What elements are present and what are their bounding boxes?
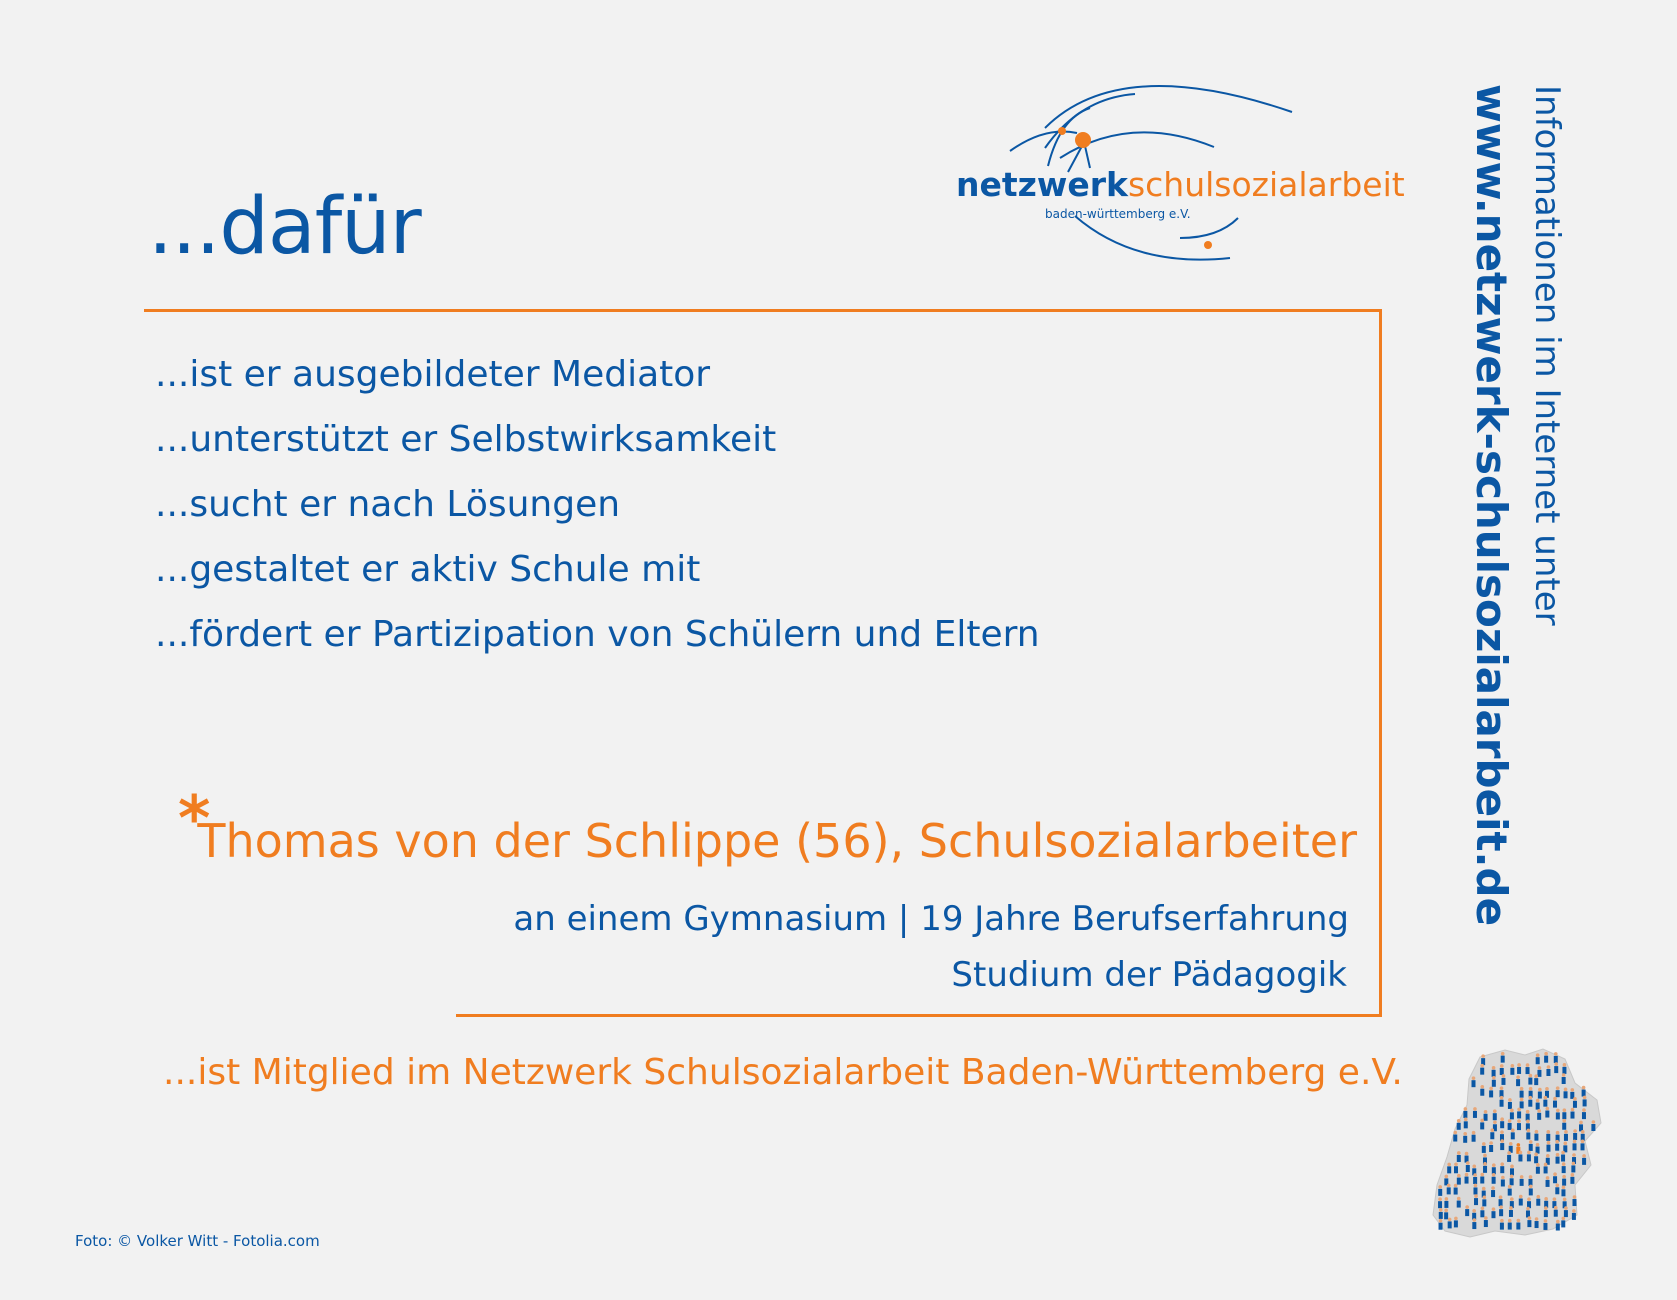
- person-figure-icon: [1444, 1197, 1448, 1208]
- person-figure-icon: [1581, 1130, 1585, 1141]
- person-figure-icon: [1501, 1052, 1505, 1063]
- person-figure-icon: [1526, 1110, 1530, 1121]
- person-figure-icon: [1457, 1174, 1461, 1185]
- person-figure-icon: [1555, 1183, 1559, 1194]
- person-figure-icon: [1472, 1209, 1476, 1220]
- person-figure-icon: [1510, 1064, 1514, 1075]
- person-figure-icon: [1564, 1088, 1568, 1099]
- person-figure-icon: [1564, 1130, 1568, 1141]
- person-figure-icon: [1500, 1086, 1504, 1097]
- person-figure-icon: [1544, 1206, 1548, 1217]
- person-figure-icon: [1546, 1176, 1550, 1187]
- person-figure-icon: [1447, 1184, 1451, 1195]
- person-figure-icon: [1465, 1152, 1469, 1163]
- person-figure-icon: [1546, 1065, 1550, 1076]
- person-figure-icon: [1457, 1119, 1461, 1130]
- person-figure-icon: [1582, 1108, 1586, 1119]
- membership-text: ...ist Mitglied im Netzwerk Schulsozialarbeit Baden-Württemberg e.V.: [163, 1052, 1403, 1093]
- person-figure-icon: [1500, 1162, 1504, 1173]
- person-figure-icon: [1562, 1063, 1566, 1074]
- person-figure-icon: [1518, 1151, 1522, 1162]
- person-role: Schulsozialarbeiter: [918, 814, 1357, 868]
- person-figure-icon: [1562, 1162, 1566, 1173]
- person-figure-icon: [1581, 1140, 1585, 1151]
- person-figure-icon: [1582, 1086, 1586, 1097]
- person-figure-icon: [1538, 1088, 1542, 1099]
- person-figure-icon: [1472, 1218, 1476, 1229]
- website-link[interactable]: www.netzwerk-schulsozialarbeit.de: [1467, 84, 1516, 927]
- person-figure-icon: [1553, 1172, 1557, 1183]
- person-figure-icon: [1454, 1184, 1458, 1195]
- person-figure-icon: [1582, 1154, 1586, 1165]
- person-figure-icon: [1492, 1163, 1496, 1174]
- person-figure-icon: [1484, 1110, 1488, 1121]
- person-figure-icon: [1480, 1206, 1484, 1217]
- person-figure-icon: [1490, 1128, 1494, 1139]
- person-figure-icon: [1500, 1096, 1504, 1107]
- logo-word-bold: netzwerk: [956, 165, 1128, 204]
- person-figure-icon: [1510, 1165, 1514, 1176]
- person-age: (56),: [780, 814, 919, 868]
- person-figure-icon: [1489, 1141, 1493, 1152]
- person-figure-icon: [1570, 1173, 1574, 1184]
- person-figure-icon: [1473, 1184, 1477, 1195]
- logo-subtitle: baden-württemberg e.V.: [1045, 207, 1191, 221]
- person-figure-icon: [1508, 1219, 1512, 1230]
- frame-bottom-line: [456, 1014, 1382, 1017]
- person-figure-icon: [1564, 1206, 1568, 1217]
- person-figure-icon: [1544, 1052, 1548, 1063]
- person-figure-icon: [1465, 1173, 1469, 1184]
- person-details-line1: an einem Gymnasium | 19 Jahre Berufserfahrung: [513, 899, 1349, 939]
- person-figure-icon: [1537, 1109, 1541, 1120]
- list-item: ...gestaltet er aktiv Schule mit: [155, 549, 701, 590]
- person-figure-icon: [1474, 1194, 1478, 1205]
- person-figure-icon: [1482, 1142, 1486, 1153]
- person-figure-icon: [1511, 1129, 1515, 1140]
- person-figure-icon: [1554, 1052, 1558, 1063]
- person-figure-icon: [1572, 1209, 1576, 1220]
- person-headline: [197, 814, 1357, 868]
- person-figure-icon: [1529, 1185, 1533, 1196]
- list-item: ...unterstützt er Selbstwirksamkeit: [155, 419, 777, 460]
- person-figure-icon: [1493, 1109, 1497, 1120]
- person-figure-icon: [1453, 1131, 1457, 1142]
- person-figure-icon: [1444, 1209, 1448, 1220]
- person-figure-icon: [1536, 1143, 1540, 1154]
- person-figure-icon: [1480, 1173, 1484, 1184]
- person-figure-icon: [1536, 1163, 1540, 1174]
- logo-wordmark: [956, 165, 1405, 204]
- person-figure-icon: [1526, 1129, 1530, 1140]
- person-figure-icon: [1546, 1130, 1550, 1141]
- person-figure-icon: [1465, 1205, 1469, 1216]
- person-figure-icon: [1480, 1119, 1484, 1130]
- person-figure-icon: [1528, 1175, 1532, 1186]
- list-item: ...ist er ausgebildeter Mediator: [155, 354, 711, 395]
- list-item: ...fördert er Partizipation von Schülern und Eltern: [155, 614, 1040, 655]
- person-figure-icon: [1492, 1076, 1496, 1087]
- person-figure-icon: [1556, 1086, 1560, 1097]
- person-figure-icon: [1553, 1097, 1557, 1108]
- person-figure-icon: [1481, 1054, 1485, 1065]
- person-figure-icon: [1570, 1088, 1574, 1099]
- person-figure-icon: [1508, 1098, 1512, 1109]
- person-figure-icon: [1516, 1075, 1520, 1086]
- person-figure-icon: [1480, 1064, 1484, 1075]
- person-figure-icon: [1529, 1140, 1533, 1151]
- person-figure-icon: [1536, 1099, 1540, 1110]
- person-figure-icon: [1526, 1063, 1530, 1074]
- person-figure-icon: [1526, 1207, 1530, 1218]
- person-figure-icon: [1528, 1074, 1532, 1085]
- person-figure-icon: [1492, 1173, 1496, 1184]
- person-figure-icon: [1562, 1073, 1566, 1084]
- person-figure-icon: [1562, 1108, 1566, 1119]
- person-figure-icon: [1561, 1217, 1565, 1228]
- person-figure-icon: [1508, 1185, 1512, 1196]
- person-figure-icon: [1554, 1206, 1558, 1217]
- person-figure-icon: [1579, 1121, 1583, 1132]
- person-figure-icon: [1534, 1130, 1538, 1141]
- info-line: Informationen im Internet unter: [1527, 85, 1567, 626]
- person-figure-icon: [1510, 1175, 1514, 1186]
- person-figure-icon: [1482, 1196, 1486, 1207]
- person-figure-icon: [1555, 1140, 1559, 1151]
- person-figure-icon: [1501, 1176, 1505, 1187]
- person-figure-icon: [1527, 1216, 1531, 1227]
- points-list: [155, 342, 1040, 667]
- person-figure-icon: [1500, 1064, 1504, 1075]
- list-item: ...sucht er nach Lösungen: [155, 484, 621, 525]
- person-figure-icon: [1499, 1195, 1503, 1206]
- person-figure-icon: [1448, 1218, 1452, 1229]
- person-figure-icon: [1516, 1219, 1520, 1230]
- person-figure-icon: [1573, 1097, 1577, 1108]
- person-figure-icon: [1545, 1107, 1549, 1118]
- person-figure-icon: [1571, 1162, 1575, 1173]
- person-figure-icon: [1447, 1163, 1451, 1174]
- person-figure-icon: [1508, 1119, 1512, 1130]
- person-figure-icon: [1457, 1197, 1461, 1208]
- person-figure-icon: [1473, 1173, 1477, 1184]
- baden-wuerttemberg-map-icon: [1425, 1045, 1605, 1240]
- person-figure-icon: [1520, 1175, 1524, 1186]
- asterisk-icon: *: [178, 782, 211, 855]
- netzwerk-logo: [950, 68, 1405, 268]
- person-figure-icon: [1583, 1096, 1587, 1107]
- person-figure-icon: [1480, 1085, 1484, 1096]
- person-figure-icon: [1500, 1117, 1504, 1128]
- person-figure-icon: [1573, 1140, 1577, 1151]
- person-figure-icon: [1454, 1217, 1458, 1228]
- person-figure-icon: [1534, 1074, 1538, 1085]
- person-figure-icon: [1561, 1151, 1565, 1162]
- person-figure-icon: [1489, 1087, 1493, 1098]
- person-figure-icon: [1534, 1152, 1538, 1163]
- person-figure-icon: [1591, 1120, 1595, 1131]
- person-figure-icon: [1570, 1108, 1574, 1119]
- person-details-line2: Studium der Pädagogik: [951, 955, 1347, 995]
- person-figure-icon: [1466, 1161, 1470, 1172]
- person-figure-icon: [1484, 1216, 1488, 1227]
- person-figure-icon: [1519, 1195, 1523, 1206]
- person-figure-icon: [1544, 1163, 1548, 1174]
- person-figure-icon: [1536, 1053, 1540, 1064]
- person-figure-icon: [1520, 1087, 1524, 1098]
- person-figure-icon: [1473, 1107, 1477, 1118]
- person-figure-icon: [1509, 1206, 1513, 1217]
- person-figure-icon: [1499, 1205, 1503, 1216]
- person-figure-icon: [1528, 1096, 1532, 1107]
- person-figure-icon: [1556, 1153, 1560, 1164]
- person-figure-icon: [1438, 1197, 1442, 1208]
- person-figure-icon: [1457, 1151, 1461, 1162]
- person-figure-icon: [1544, 1197, 1548, 1208]
- person-figure-icon: [1527, 1197, 1531, 1208]
- person-figure-icon: [1563, 1142, 1567, 1153]
- person-figure-icon: [1520, 1098, 1524, 1109]
- frame-top-line: [144, 309, 1382, 312]
- person-figure-icon: [1483, 1162, 1487, 1173]
- person-figure-icon: [1527, 1151, 1531, 1162]
- person-figure-icon: [1537, 1066, 1541, 1077]
- person-figure-icon: [1562, 1119, 1566, 1130]
- person-name: Thomas von der Schlippe: [197, 814, 781, 868]
- person-figure-icon: [1543, 1096, 1547, 1107]
- person-figure-icon: [1463, 1107, 1467, 1118]
- person-figure-icon: [1556, 1109, 1560, 1120]
- frame-right-line: [1379, 309, 1382, 1017]
- person-figure-icon: [1439, 1208, 1443, 1219]
- person-figure-icon: [1463, 1132, 1467, 1143]
- person-figure-icon: [1556, 1220, 1560, 1231]
- person-figure-icon: [1536, 1195, 1540, 1206]
- person-figure-icon: [1438, 1185, 1442, 1196]
- person-figure-icon: [1491, 1186, 1495, 1197]
- person-figure-icon: [1535, 1217, 1539, 1228]
- page-title: ...dafür: [148, 182, 421, 272]
- person-figure-icon: [1500, 1219, 1504, 1230]
- person-figure-icon: [1517, 1108, 1521, 1119]
- photo-credit: Foto: © Volker Witt - Fotolia.com: [75, 1232, 320, 1250]
- person-figure-icon: [1510, 1109, 1514, 1120]
- person-figure-icon: [1507, 1151, 1511, 1162]
- person-figure-icon: [1562, 1175, 1566, 1186]
- person-figure-icon: [1561, 1186, 1565, 1197]
- person-figure-icon: [1501, 1074, 1505, 1085]
- person-figure-icon: [1500, 1139, 1504, 1150]
- person-figure-icon: [1464, 1118, 1468, 1129]
- person-figure-icon: [1546, 1141, 1550, 1152]
- person-figure-icon: [1573, 1129, 1577, 1140]
- person-figure-icon: [1572, 1195, 1576, 1206]
- person-figure-icon: [1472, 1131, 1476, 1142]
- person-figure-icon: [1454, 1162, 1458, 1173]
- person-figure-icon: [1472, 1076, 1476, 1087]
- person-figure-icon: [1444, 1175, 1448, 1186]
- person-figure-icon: [1543, 1219, 1547, 1230]
- person-figure-icon: [1517, 1119, 1521, 1130]
- person-figure-icon: [1554, 1062, 1558, 1073]
- person-figure-icon: [1491, 1207, 1495, 1218]
- person-figure-icon: [1492, 1066, 1496, 1077]
- person-figure-icon: [1517, 1063, 1521, 1074]
- logo-word-regular: schulsozialarbeit: [1127, 165, 1405, 204]
- person-figure-icon: [1439, 1219, 1443, 1230]
